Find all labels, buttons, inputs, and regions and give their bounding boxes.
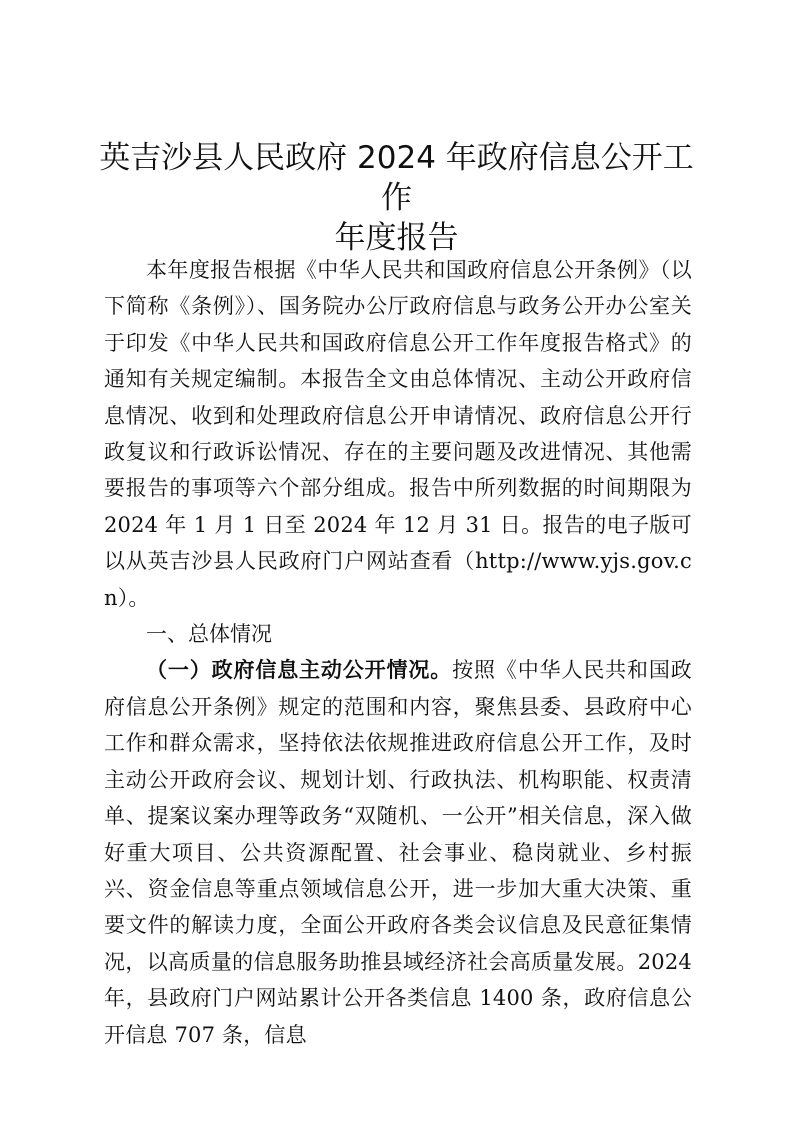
- subsection-text: 按照《中华人民共和国政府信息公开条例》规定的范围和内容，聚焦县委、县政府中心工作和群众需求，坚持依法依规推进政府信息公开工作，及时主动公开政府会议、规划计划、行政执法、机构职能、权责清单、提案议案办理等政务“双随机、一公开”相关信息，深入做好重大项目、公共资源配置、社会事业、稳岗就业、乡村振兴、资金信息等重点领域信息公开，进一步加大重大决策、重要文件的解读力度，全面公开政府各类会议信息及民意征集情况，以高质量的信息服务助推县域经济社会高质量发展。2024 年，县政府门户网站累计公开各类信息 1400 条，政府信息公开信息 707 条，信息: [104, 658, 692, 1047]
- section-heading-overview: 一、总体情况: [146, 622, 272, 647]
- title-line-1: 英吉沙县人民政府 2024 年政府信息公开工作: [99, 140, 694, 216]
- subsection-heading: （一）政府信息主动公开情况。: [146, 657, 453, 683]
- intro-paragraph: 本年度报告根据《中华人民共和国政府信息公开条例》（以下简称《条例》）、国务院办公厅政府信息与政务公开办公室关于印发《中华人民共和国政府信息公开工作年度报告格式》的通知有关规定编制。本报告全文由总体情况、主动公开政府信息情况、收到和处理政府信息公开申请情况、政府信息公开行政复议和行政诉讼情况、存在的主要问题及改进情况、其他需要报告的事项等六个部分组成。报告中所列数据的时间期限为 2024 年 1 月 1 日至 2024 年 12 月 31 日。报告的电子版可以从英吉沙县人民政府门户网站查看（http://www.yjs.gov.cn）。: [104, 258, 692, 610]
- document-body: [104, 252, 692, 1053]
- title-line-2: 年度报告: [334, 220, 459, 256]
- subsection-paragraph: [104, 652, 692, 1052]
- document-title: [90, 138, 703, 258]
